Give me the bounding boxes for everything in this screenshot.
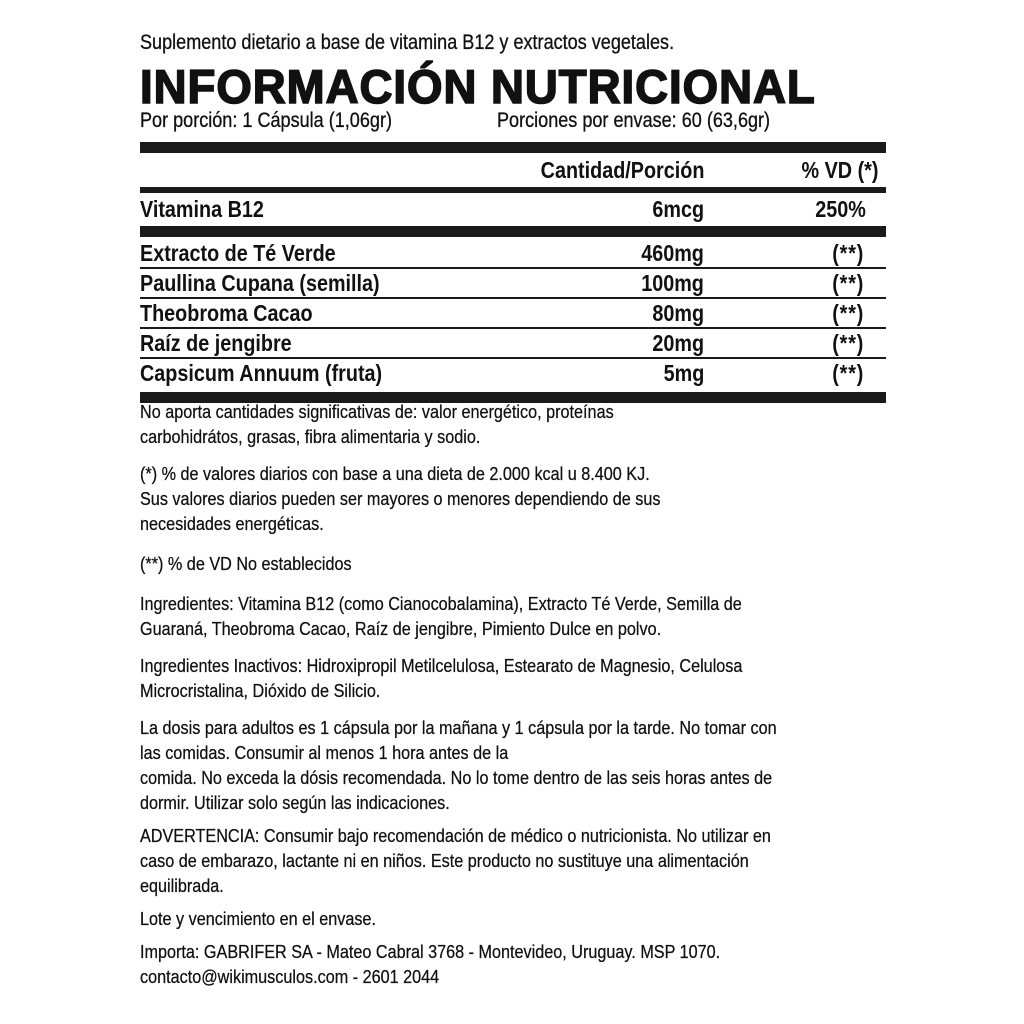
ingredient-name: Paullina Cupana (semilla)	[140, 270, 380, 296]
table-row-vitamin-b12	[140, 195, 886, 223]
divider-header	[140, 187, 886, 193]
table-row	[140, 359, 886, 387]
note-line: (*) % de valores diarios con base a una dieta de 2.000 kcal u 8.400 KJ.	[140, 464, 650, 484]
no-significant-note	[140, 400, 900, 450]
note-line: Microcristalina, Dióxido de Silicio.	[140, 681, 381, 701]
ingredient-name: Capsicum Annuum (fruta)	[140, 360, 383, 386]
nutrient-dv: 250%	[815, 196, 866, 222]
ingredients-list	[140, 592, 900, 642]
ingredient-amount: 460mg	[641, 240, 704, 266]
note-line: La dosis para adultos es 1 cápsula por la mañana y 1 cápsula por la tarde. No tomar con	[140, 718, 777, 738]
ingredient-amount: 20mg	[652, 330, 704, 356]
table-row	[140, 329, 886, 357]
nutrition-facts-panel	[140, 30, 886, 403]
not-established-note	[140, 552, 900, 577]
divider-thick-middle	[140, 226, 886, 237]
ingredient-dv: (**)	[831, 330, 864, 356]
ingredient-dv: (**)	[831, 360, 864, 386]
servings-per-container: Porciones por envase: 60 (63,6gr)	[497, 109, 771, 132]
ingredient-dv: (**)	[831, 240, 864, 266]
panel-title: INFORMACIÓN NUTRICIONAL	[140, 60, 816, 113]
daily-value-note	[140, 462, 900, 537]
note-line: Lote y vencimiento en el envase.	[140, 909, 376, 929]
note-line: contacto@wikimusculos.com - 2601 2044	[140, 967, 440, 987]
ingredient-name: Extracto de Té Verde	[140, 240, 336, 266]
table-row	[140, 239, 886, 267]
ingredient-amount: 80mg	[652, 300, 704, 326]
column-dv-header: % VD (*)	[801, 157, 878, 183]
note-line: caso de embarazo, lactante ni en niños. Este producto no sustituye una alimentación	[140, 851, 749, 871]
note-line: necesidades energéticas.	[140, 514, 324, 534]
table-row	[140, 269, 886, 297]
lot-note	[140, 907, 900, 932]
ingredient-name: Theobroma Cacao	[140, 300, 313, 326]
warning-note	[140, 824, 900, 899]
importer-info	[140, 940, 900, 990]
note-line: Sus valores diarios pueden ser mayores o menores dependiendo de sus	[140, 489, 661, 509]
note-line: Ingredientes Inactivos: Hidroxipropil Metilcelulosa, Estearato de Magnesio, Celulosa	[140, 656, 743, 676]
nutrient-name: Vitamina B12	[140, 196, 264, 222]
column-amount-header: Cantidad/Porción	[540, 157, 704, 183]
nutrient-amount: 6mcg	[652, 196, 704, 222]
table-header-row	[140, 156, 886, 184]
ingredient-name: Raíz de jengibre	[140, 330, 292, 356]
ingredient-dv: (**)	[831, 300, 864, 326]
note-line: dormir. Utilizar solo según las indicaciones.	[140, 793, 450, 813]
table-row	[140, 299, 886, 327]
label-notes	[140, 400, 900, 990]
note-line: equilibrada.	[140, 876, 224, 896]
note-line: Guaraná, Theobroma Cacao, Raíz de jengibre, Pimiento Dulce en polvo.	[140, 619, 662, 639]
serving-info	[140, 108, 886, 134]
ingredient-amount: 100mg	[641, 270, 704, 296]
note-line: (**) % de VD No establecidos	[140, 554, 352, 574]
note-line: carbohidrátos, grasas, fibra alimentaria y sodio.	[140, 427, 481, 447]
dosage-instructions	[140, 716, 900, 816]
note-line: ADVERTENCIA: Consumir bajo recomendación de médico o nutricionista. No utilizar en	[140, 826, 771, 846]
note-line: No aporta cantidades significativas de: valor energético, proteínas	[140, 402, 614, 422]
ingredient-amount: 5mg	[663, 360, 704, 386]
product-description: Suplemento dietario a base de vitamina B12 y extractos vegetales.	[140, 31, 675, 54]
note-line: las comidas. Consumir al menos 1 hora antes de la	[140, 743, 509, 763]
note-line: Ingredientes: Vitamina B12 (como Cianocobalamina), Extracto Té Verde, Semilla de	[140, 594, 742, 614]
divider-thick-top	[140, 142, 886, 153]
note-line: comida. No exceda la dósis recomendada. No lo tome dentro de las seis horas antes de	[140, 768, 773, 788]
serving-size: Por porción: 1 Cápsula (1,06gr)	[140, 109, 392, 132]
note-line: Importa: GABRIFER SA - Mateo Cabral 3768 - Montevideo, Uruguay. MSP 1070.	[140, 942, 721, 962]
inactive-ingredients-list	[140, 654, 900, 704]
ingredient-dv: (**)	[831, 270, 864, 296]
